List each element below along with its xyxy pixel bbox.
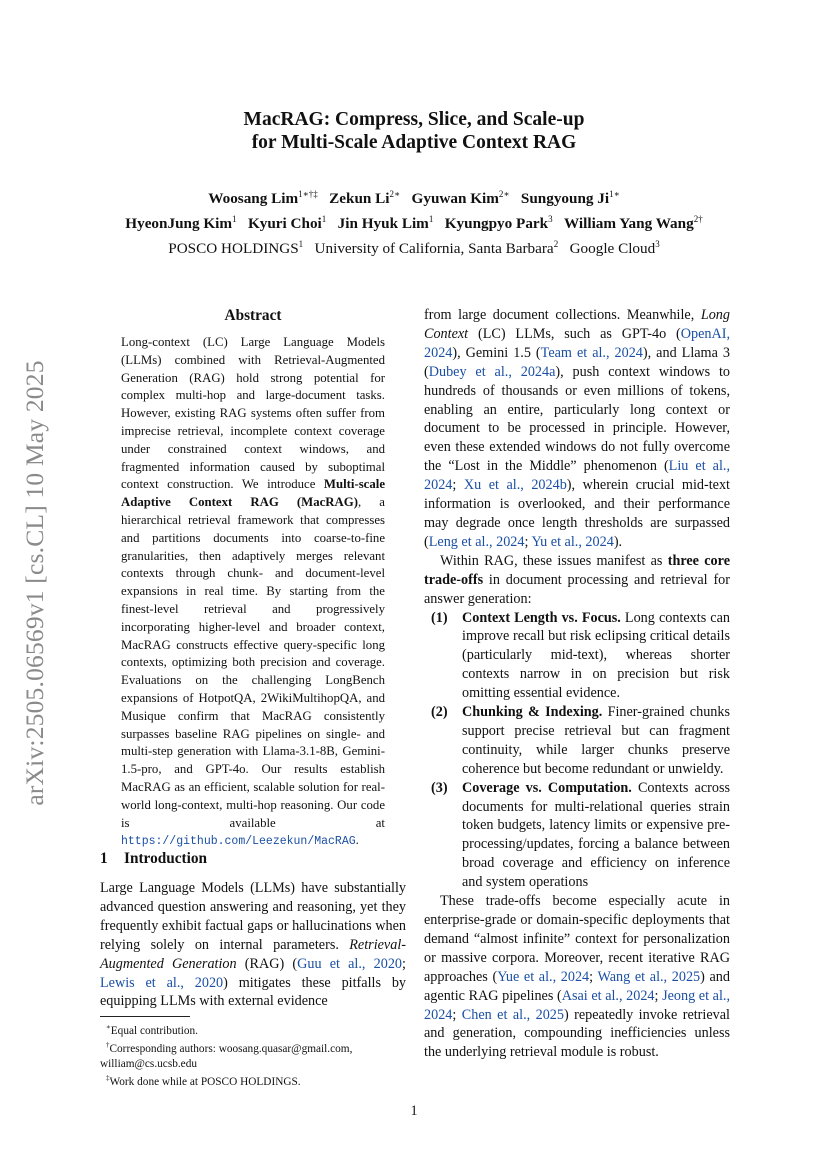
title-line-1: MacRAG: Compress, Slice, and Scale-up [243,109,585,130]
footnote-mark: ∗ [106,1023,111,1031]
citation-link[interactable]: Yue et al., 2024 [497,968,590,985]
affiliation-mark: 1 [298,239,304,250]
list-heading: Context Length vs. Focus. [462,609,621,626]
citation-link[interactable]: Team et al., 2024 [540,344,643,361]
paper-title [0,108,828,154]
emphasis-bold: three core trade-offs [424,552,730,588]
footnote [100,1071,406,1089]
body-text: ), push context windows to hundreds of thousands or even millions of tokens, enabling an entire, particularly long context or document to be processed in principle. However, even these extended windows do not fully overcome the “Lost in the Middle” phenomenon ( [424,363,730,475]
right-column [424,306,730,1062]
list-heading: Coverage vs. Computation. [462,779,632,796]
footnote [100,1038,406,1056]
citation-link[interactable]: Asai et al., 2024 [561,987,655,1004]
author-mark: 1∗ [609,189,620,199]
citation-link[interactable]: Jeong et al., 2024 [424,987,730,1023]
list-text: Finer-grained chunks support precise retrieval but can fragment continuity, while larger chunks preserve coherence but become redundant or unwieldy. [462,704,730,777]
footnote-text: Equal contribution. [110,1024,198,1037]
list-text: Contexts across documents for multi-relational queries strain token budgets, latency limits or expensive pre-processing/updates, forcing a balance between broad coverage and efficiency on inference and system operations [462,779,730,891]
author-block [0,184,828,259]
body-text: ), and Llama 3 ( [424,344,730,380]
citation-link[interactable]: Chen et al., 2025 [461,1006,564,1023]
footnote-mark: † [106,1041,110,1050]
paragraph [424,306,730,552]
body-text: ) repeatedly invoke retrieval and generation, compounding inefficiencies unless the underlying retrieval module is robust. [424,1006,730,1061]
author-line-1 [0,184,828,209]
author-mark: 1∗†‡ [298,189,318,199]
abstract-heading: Abstract [224,307,282,324]
body-text: ) and agentic RAG pipelines ( [424,968,730,1004]
author-mark: 1 [232,214,237,225]
term-italic: Long Context [424,307,730,342]
section-heading [100,850,207,868]
arxiv-id: arXiv:2505.06569v1 [cs.CL] 10 May 2025 [20,360,49,806]
footnote-text: Work done while at POSCO HOLDINGS. [109,1076,301,1089]
body-text: ), wherein crucial mid-text information is overlooked, and their performance may degrade once length thresholds are surpassed ( [424,477,730,550]
footnote-mark: ‡ [106,1074,110,1083]
body-text: from large document collections. Meanwhile, [424,307,701,323]
author-line-2 [0,209,828,234]
body-text: ; [654,987,663,1004]
page-number: 1 [410,1103,418,1119]
citation-link[interactable]: Liu et al., 2024 [424,458,730,494]
affiliation-mark: 2 [553,239,559,250]
author-name: Sungyoung Ji [520,190,610,208]
author-mark: 2† [693,214,703,225]
list-body [462,703,730,779]
body-text: ; [402,955,406,972]
body-text: (RAG) ( [236,955,298,972]
list-label: (3) [431,779,448,796]
author-mark: 2∗ [389,189,401,199]
footnote-text: Corresponding authors: woosang.quasar@gmail.com, [109,1043,353,1056]
citation-link[interactable]: OpenAI, 2024 [424,325,730,361]
affiliation: University of California, Santa Barbara [314,240,554,258]
title-line-2: for Multi-Scale Adaptive Context RAG [251,132,577,153]
citation-link[interactable]: Xu et al., 2024b [463,477,567,494]
body-text: ). [613,533,623,550]
paragraph [424,552,730,609]
body-text: ; [452,1006,462,1023]
body-text: ; [524,533,532,550]
body-text: ; [452,477,464,494]
citation-link[interactable]: Lewis et al., 2020 [100,974,224,991]
citation-link[interactable]: Yu et al., 2024 [531,533,614,550]
list-label: (2) [431,704,448,721]
author-mark: 3 [548,214,553,225]
term-italic: Retrieval-Augmented Generation [100,936,406,972]
author-name: Woosang Lim [208,190,299,208]
author-name: Gyuwan Kim [411,190,499,208]
author-mark: 1 [321,214,327,225]
body-text: These trade-offs become especially acute in enterprise-grade or domain-specific deployments that demand “almost infinite” context for personalization or massive corpora. Moreover, recent iterative RAG approaches ( [424,893,730,985]
list-item [424,703,730,779]
intro-paragraph [100,879,406,1011]
list-heading: Chunking & Indexing. [462,704,603,721]
author-name: Kyungpyo Park [444,215,549,233]
author-name: HyeonJung Kim [125,215,233,233]
abstract-end: . [355,833,359,848]
author-mark: 1 [428,214,434,225]
section-title: Introduction [124,850,208,867]
abstract-body [121,334,385,851]
footnotes [100,1020,406,1090]
abstract-text: , a hierarchical retrieval framework that compresses and partitions documents into coarse-to-fine granularities, then adaptively merges relevant contexts through chunk- and document-level expansions in real time. By starting from the finest-level retrieval and progressively incorporating higher-level and broader context, MacRAG constructs effective query-specific long contexts, optimizing both precision and coverage. Evaluations on the challenging LongBench expansions of HotpotQA, 2WikiMultihopQA, and Musique confirm that MacRAG consistently surpasses baseline RAG pipelines on single- and multi-step generation with Llama-3.1-8B, Gemini-1.5-pro, and GPT-4o. Our results establish MacRAG as an efficient, scalable solution for real-world long-context, multi-hop reasoning. Our code is available at [121,495,385,830]
paragraph [424,892,730,1062]
citation-link[interactable]: Wang et al., 2025 [597,968,701,985]
affiliation: Google Cloud [569,240,656,258]
section-number: 1 [100,850,108,867]
arxiv-stamp [22,333,48,833]
citation-link[interactable]: Guu et al., 2020 [297,955,403,972]
author-name: Zekun Li [329,190,390,208]
affiliation-mark: 3 [655,239,660,250]
affiliation-line [0,234,828,259]
author-mark: 2∗ [498,189,510,199]
body-text: ), Gemini 1.5 ( [452,344,541,361]
list-text: Long contexts can improve recall but risk eclipsing critical details (particularly mid-text), whereas shorter contexts narrow in on precision but risk omitting essential evidence. [462,609,730,702]
list-body [462,609,730,704]
affiliation: POSCO HOLDINGS [168,240,299,258]
body-text: ; [589,968,598,985]
list-label: (1) [431,609,448,626]
abstract-method-name: Multi-scale Adaptive Context RAG (MacRAG) [121,477,385,510]
author-name: Jin Hyuk Lim [337,215,429,233]
footnote [100,1020,406,1038]
author-name: Kyuri Choi [247,215,322,233]
footnote-continuation: william@cs.ucsb.edu [100,1057,197,1070]
code-link[interactable]: https://github.com/Leezekun/MacRAG [121,835,356,849]
body-text: in document processing and retrieval for answer generation: [424,571,730,607]
citation-link[interactable]: Leng et al., 2024 [428,533,525,550]
citation-link[interactable]: Dubey et al., 2024a [428,363,556,380]
author-name: William Yang Wang [564,215,694,233]
list-item [424,609,730,704]
body-text: (LC) LLMs, such as GPT-4o ( [468,325,681,342]
body-text: ) mitigates these pitfalls by equipping LLMs with external evidence [100,974,407,1010]
list-item [424,779,730,892]
abstract-text: Long-context (LC) Large Language Models (LLMs) combined with Retrieval-Augmented Generation (RAG) hold strong potential for complex multi-hop and large-document tasks. However, existing RAG systems often suffer from imprecise retrieval, incomplete context coverage under constrained context windows, and fragmented information caused by suboptimal context construction. We introduce [121,335,385,492]
body-text: Large Language Models (LLMs) have substantially advanced question answering and reasoning, yet they frequently exhibit factual gaps or hallucinations when relying solely on internal parameters. [100,880,406,953]
footnote-rule [100,1016,190,1017]
list-body [462,779,730,892]
body-text: Within RAG, these issues manifest as [440,552,668,569]
